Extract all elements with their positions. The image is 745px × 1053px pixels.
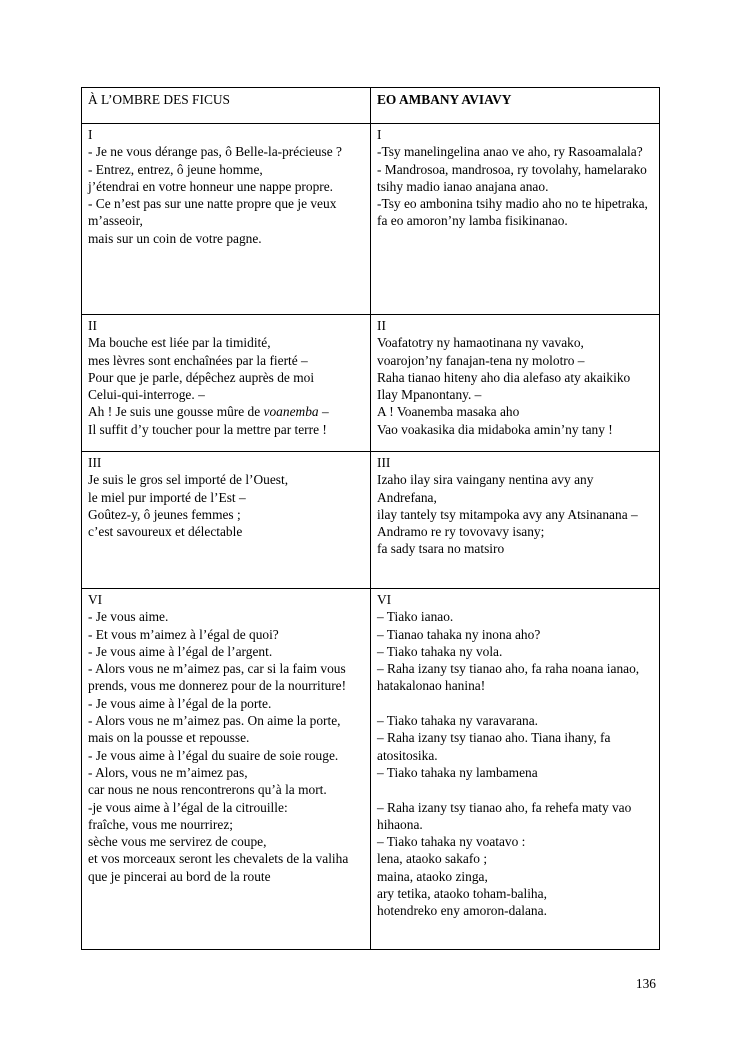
poem-line: car nous ne nous rencontrerons qu’à la mort. <box>88 782 327 798</box>
poem-line: – Tiako ianao. <box>377 609 454 625</box>
french-stanza-cell <box>82 315 371 452</box>
french-stanza-cell <box>82 589 371 950</box>
poem-line: mes lèvres sont enchaînées par la fierté – <box>88 352 308 368</box>
french-stanza-cell <box>82 124 371 315</box>
poem-line: -Tsy manelingelina anao ve aho, ry Rasoamalala? <box>377 144 643 160</box>
poem-line: VI <box>377 592 392 607</box>
poem-line: – Raha izany tsy tianao aho, fa rehefa maty vao hihaona. <box>377 799 632 832</box>
poem-line: Vao voakasika dia midaboka amin’ny tany ! <box>377 421 613 437</box>
poem-line: ary tetika, ataoko toham-baliha, <box>377 886 547 902</box>
poem-line: maina, ataoko zinga, <box>377 868 488 884</box>
poem-line: Celui-qui-interroge. – <box>88 387 205 403</box>
poem-line <box>377 695 653 712</box>
poem-line: sèche vous me servirez de coupe, <box>88 834 267 850</box>
malagasy-stanza-cell <box>371 315 660 452</box>
poem-line: - Alors vous ne m’aimez pas, car si la faim vous prends, vous me donnerez pour de la nourriture! <box>88 661 347 694</box>
poem-line: fa eo amoron’ny lamba fisikinanao. <box>377 213 568 229</box>
poem-line: III <box>88 455 102 470</box>
french-title: À L’OMBRE DES FICUS <box>88 92 230 107</box>
poem-line: - Mandrosoa, mandrosoa, ry tovolahy, hamelarako tsihy madio ianao anajana anao. <box>377 161 647 194</box>
poem-line: Izaho ilay sira vaingany nentina avy any Andrefana, <box>377 472 594 505</box>
poem-line: Goûtez-y, ô jeunes femmes ; <box>88 506 241 522</box>
poem-line: -je vous aime à l’égal de la citrouille: <box>88 799 288 815</box>
poem-line: - Alors vous ne m’aimez pas. On aime la porte, mais on la pousse et repousse. <box>88 713 341 746</box>
poem-line: ilay tantely tsy mitampoka avy any Atsinanana – <box>377 506 638 522</box>
poem-line: fraîche, vous me nourrirez; <box>88 816 234 832</box>
poem-line: et vos morceaux seront les chevalets de la valiha <box>88 851 349 867</box>
poem-line: Il suffit d’y toucher pour la mettre par terre ! <box>88 421 327 437</box>
bilingual-poem-table <box>81 87 660 950</box>
poem-line: – Tiako tahaka ny vola. <box>377 643 503 659</box>
poem-line: - Et vous m’aimez à l’égal de quoi? <box>88 626 279 642</box>
poem-line: Pour que je parle, dépêchez auprès de moi <box>88 369 315 385</box>
malagasy-stanza-cell <box>371 452 660 589</box>
poem-line: I <box>88 127 93 142</box>
poem-line: I <box>377 127 382 142</box>
poem-line: – Raha izany tsy tianao aho, fa raha noana ianao, hatakalonao hanina! <box>377 661 640 694</box>
poem-line: – Raha izany tsy tianao aho. Tiana ihany, fa atositosika. <box>377 730 611 763</box>
french-title-cell <box>82 88 371 124</box>
poem-line: j’étendrai en votre honneur une nappe propre. <box>88 178 334 194</box>
stanza-row <box>82 452 660 589</box>
poem-line: hotendreko eny amoron-dalana. <box>377 903 547 919</box>
poem-line: - Je vous aime à l’égal du suaire de soie rouge. <box>88 747 339 763</box>
poem-line: VI <box>88 592 103 607</box>
poem-line: - Alors, vous ne m’aimez pas, <box>88 764 248 780</box>
poem-line: voarojon’ny fanajan-tena ny molotro – <box>377 352 585 368</box>
malagasy-stanza-cell <box>371 589 660 950</box>
poem-line: - Je ne vous dérange pas, ô Belle-la-précieuse ? <box>88 144 342 160</box>
poem-line: que je pincerai au bord de la route <box>88 868 271 884</box>
poem-line: – Tiako tahaka ny voatavo : <box>377 834 526 850</box>
poem-line: - Entrez, entrez, ô jeune homme, <box>88 161 263 177</box>
poem-line: c’est savoureux et délectable <box>88 524 243 540</box>
poem-line: Je suis le gros sel importé de l’Ouest, <box>88 472 289 488</box>
poem-line: II <box>377 318 386 333</box>
french-stanza-cell <box>82 452 371 589</box>
poem-line: Andramo re ry tovovavy isany; <box>377 524 545 540</box>
malagasy-title-cell <box>371 88 660 124</box>
poem-line: Voafatotry ny hamaotinana ny vavako, <box>377 335 584 351</box>
poem-line: A ! Voanemba masaka aho <box>377 404 520 420</box>
malagasy-stanza-cell <box>371 124 660 315</box>
stanza-row <box>82 589 660 950</box>
poem-line: Raha tianao hiteny aho dia alefaso aty akaikiko Ilay Mpanontany. – <box>377 369 631 403</box>
poem-line: fa sady tsara no matsiro <box>377 541 505 557</box>
poem-line: Ma bouche est liée par la timidité, <box>88 335 271 351</box>
poem-line: – Tiako tahaka ny lambamena <box>377 764 538 780</box>
stanza-row <box>82 315 660 452</box>
poem-line: – Tiako tahaka ny varavarana. <box>377 713 539 729</box>
poem-line: mais sur un coin de votre pagne. <box>88 230 262 246</box>
poem-line: III <box>377 455 391 470</box>
poem-line: lena, ataoko sakafo ; <box>377 851 488 867</box>
page-number: 136 <box>635 976 656 991</box>
poem-line: - Je vous aime. <box>88 609 169 625</box>
poem-line: - Je vous aime à l’égal de l’argent. <box>88 643 273 659</box>
poem-line: II <box>88 318 97 333</box>
poem-line: Ah ! Je suis une gousse mûre de voanemba – <box>88 404 329 420</box>
poem-line: -Tsy eo ambonina tsihy madio aho no te hipetraka, <box>377 196 648 212</box>
poem-line: – Tianao tahaka ny inona aho? <box>377 626 541 642</box>
poem-line: - Je vous aime à l’égal de la porte. <box>88 695 272 711</box>
poem-line: - Ce n’est pas sur une natte propre que je veux m’asseoir, <box>88 196 337 229</box>
poem-line <box>377 781 653 798</box>
poem-line: le miel pur importé de l’Est – <box>88 489 246 505</box>
stanza-row <box>82 124 660 315</box>
malagasy-title: EO AMBANY AVIAVY <box>377 92 512 107</box>
table-header-row <box>82 88 660 124</box>
